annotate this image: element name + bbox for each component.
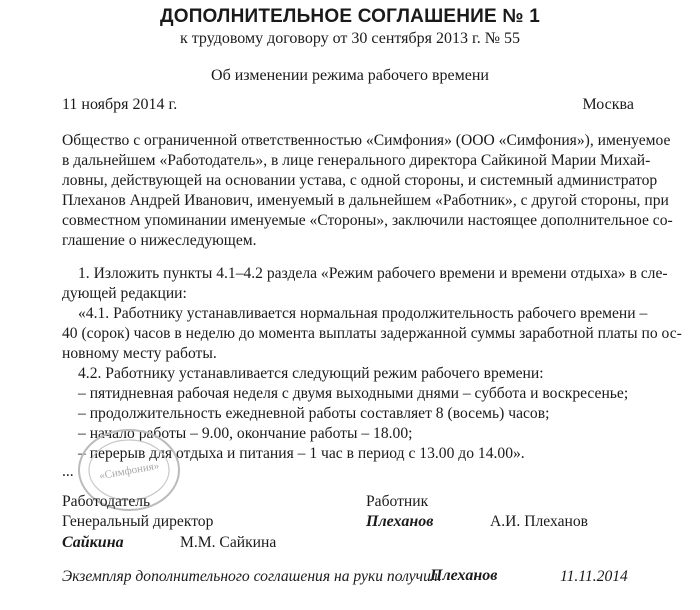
ellipsis: ...	[62, 463, 74, 480]
clause-line: – пятидневная рабочая неделя с двумя выходными днями – суббота и воскресенье;	[78, 385, 629, 402]
document-subtitle: к трудовому договору от 30 сентября 2013 г. № 55	[179, 30, 521, 47]
stamp-text: «Симфония»	[98, 459, 161, 483]
clause-line: «4.1. Работнику устанавливается нормальная продолжительность рабочего времени –	[78, 305, 648, 322]
document-date: 11 ноября 2014 г.	[62, 96, 178, 113]
intro-line: Общество с ограниченной ответственностью «Симфония» (ООО «Симфония»), именуемое	[62, 132, 671, 149]
clause-line: 4.2. Работнику устанавливается следующий режим рабочего времени:	[78, 365, 544, 382]
employer-signature: Сайкина	[62, 534, 124, 551]
employee-label: Работник	[366, 493, 429, 510]
document-title: ДОПОЛНИТЕЛЬНОЕ СОГЛАШЕНИЕ № 1	[159, 6, 540, 27]
clause-line: новному месту работы.	[62, 345, 217, 362]
intro-line: в дальнейшем «Работодатель», в лице генерального директора Сайкиной Марии Михай-	[62, 152, 651, 169]
receipt-date: 11.11.2014	[560, 568, 628, 585]
clause-line: – начало работы – 9.00, окончание работы – 18.00;	[78, 425, 413, 442]
receipt-signature: Плеханов	[430, 567, 498, 584]
clause-line: – перерыв для отдыха и питания – 1 час в период с 13.00 до 14.00».	[78, 445, 525, 462]
intro-line: глашение о нижеследующем.	[62, 232, 257, 249]
employee-name: А.И. Плеханов	[490, 513, 588, 530]
intro-line: совместном упоминании именуемые «Стороны», заключили настоящее дополнительное со-	[62, 212, 673, 229]
receipt-text: Экземпляр дополнительного соглашения на руки получил.	[62, 568, 442, 585]
intro-line: ловны, действующей на основании устава, с одной стороны, и системный администратор	[62, 172, 658, 189]
employer-position: Генеральный директор	[62, 513, 214, 530]
intro-line: Плеханов Андрей Иванович, именуемый в дальнейшем «Работник», с другой стороны, при	[62, 192, 669, 209]
clause-line: 1. Изложить пункты 4.1–4.2 раздела «Режим рабочего времени и времени отдыха» в сле-	[78, 265, 668, 282]
document-city: Москва	[582, 96, 634, 113]
employer-label: Работодатель	[62, 493, 151, 510]
employer-name: М.М. Сайкина	[180, 534, 277, 551]
document-topic: Об изменении режима рабочего времени	[211, 67, 489, 84]
clause-line: – продолжительность ежедневной работы составляет 8 (восемь) часов;	[78, 405, 550, 422]
clause-line: дующей редакции:	[62, 285, 187, 302]
employee-signature: Плеханов	[366, 513, 434, 530]
clause-line: 40 (сорок) часов в неделю до момента выплаты задержанной суммы заработной платы по ос-	[62, 325, 682, 342]
